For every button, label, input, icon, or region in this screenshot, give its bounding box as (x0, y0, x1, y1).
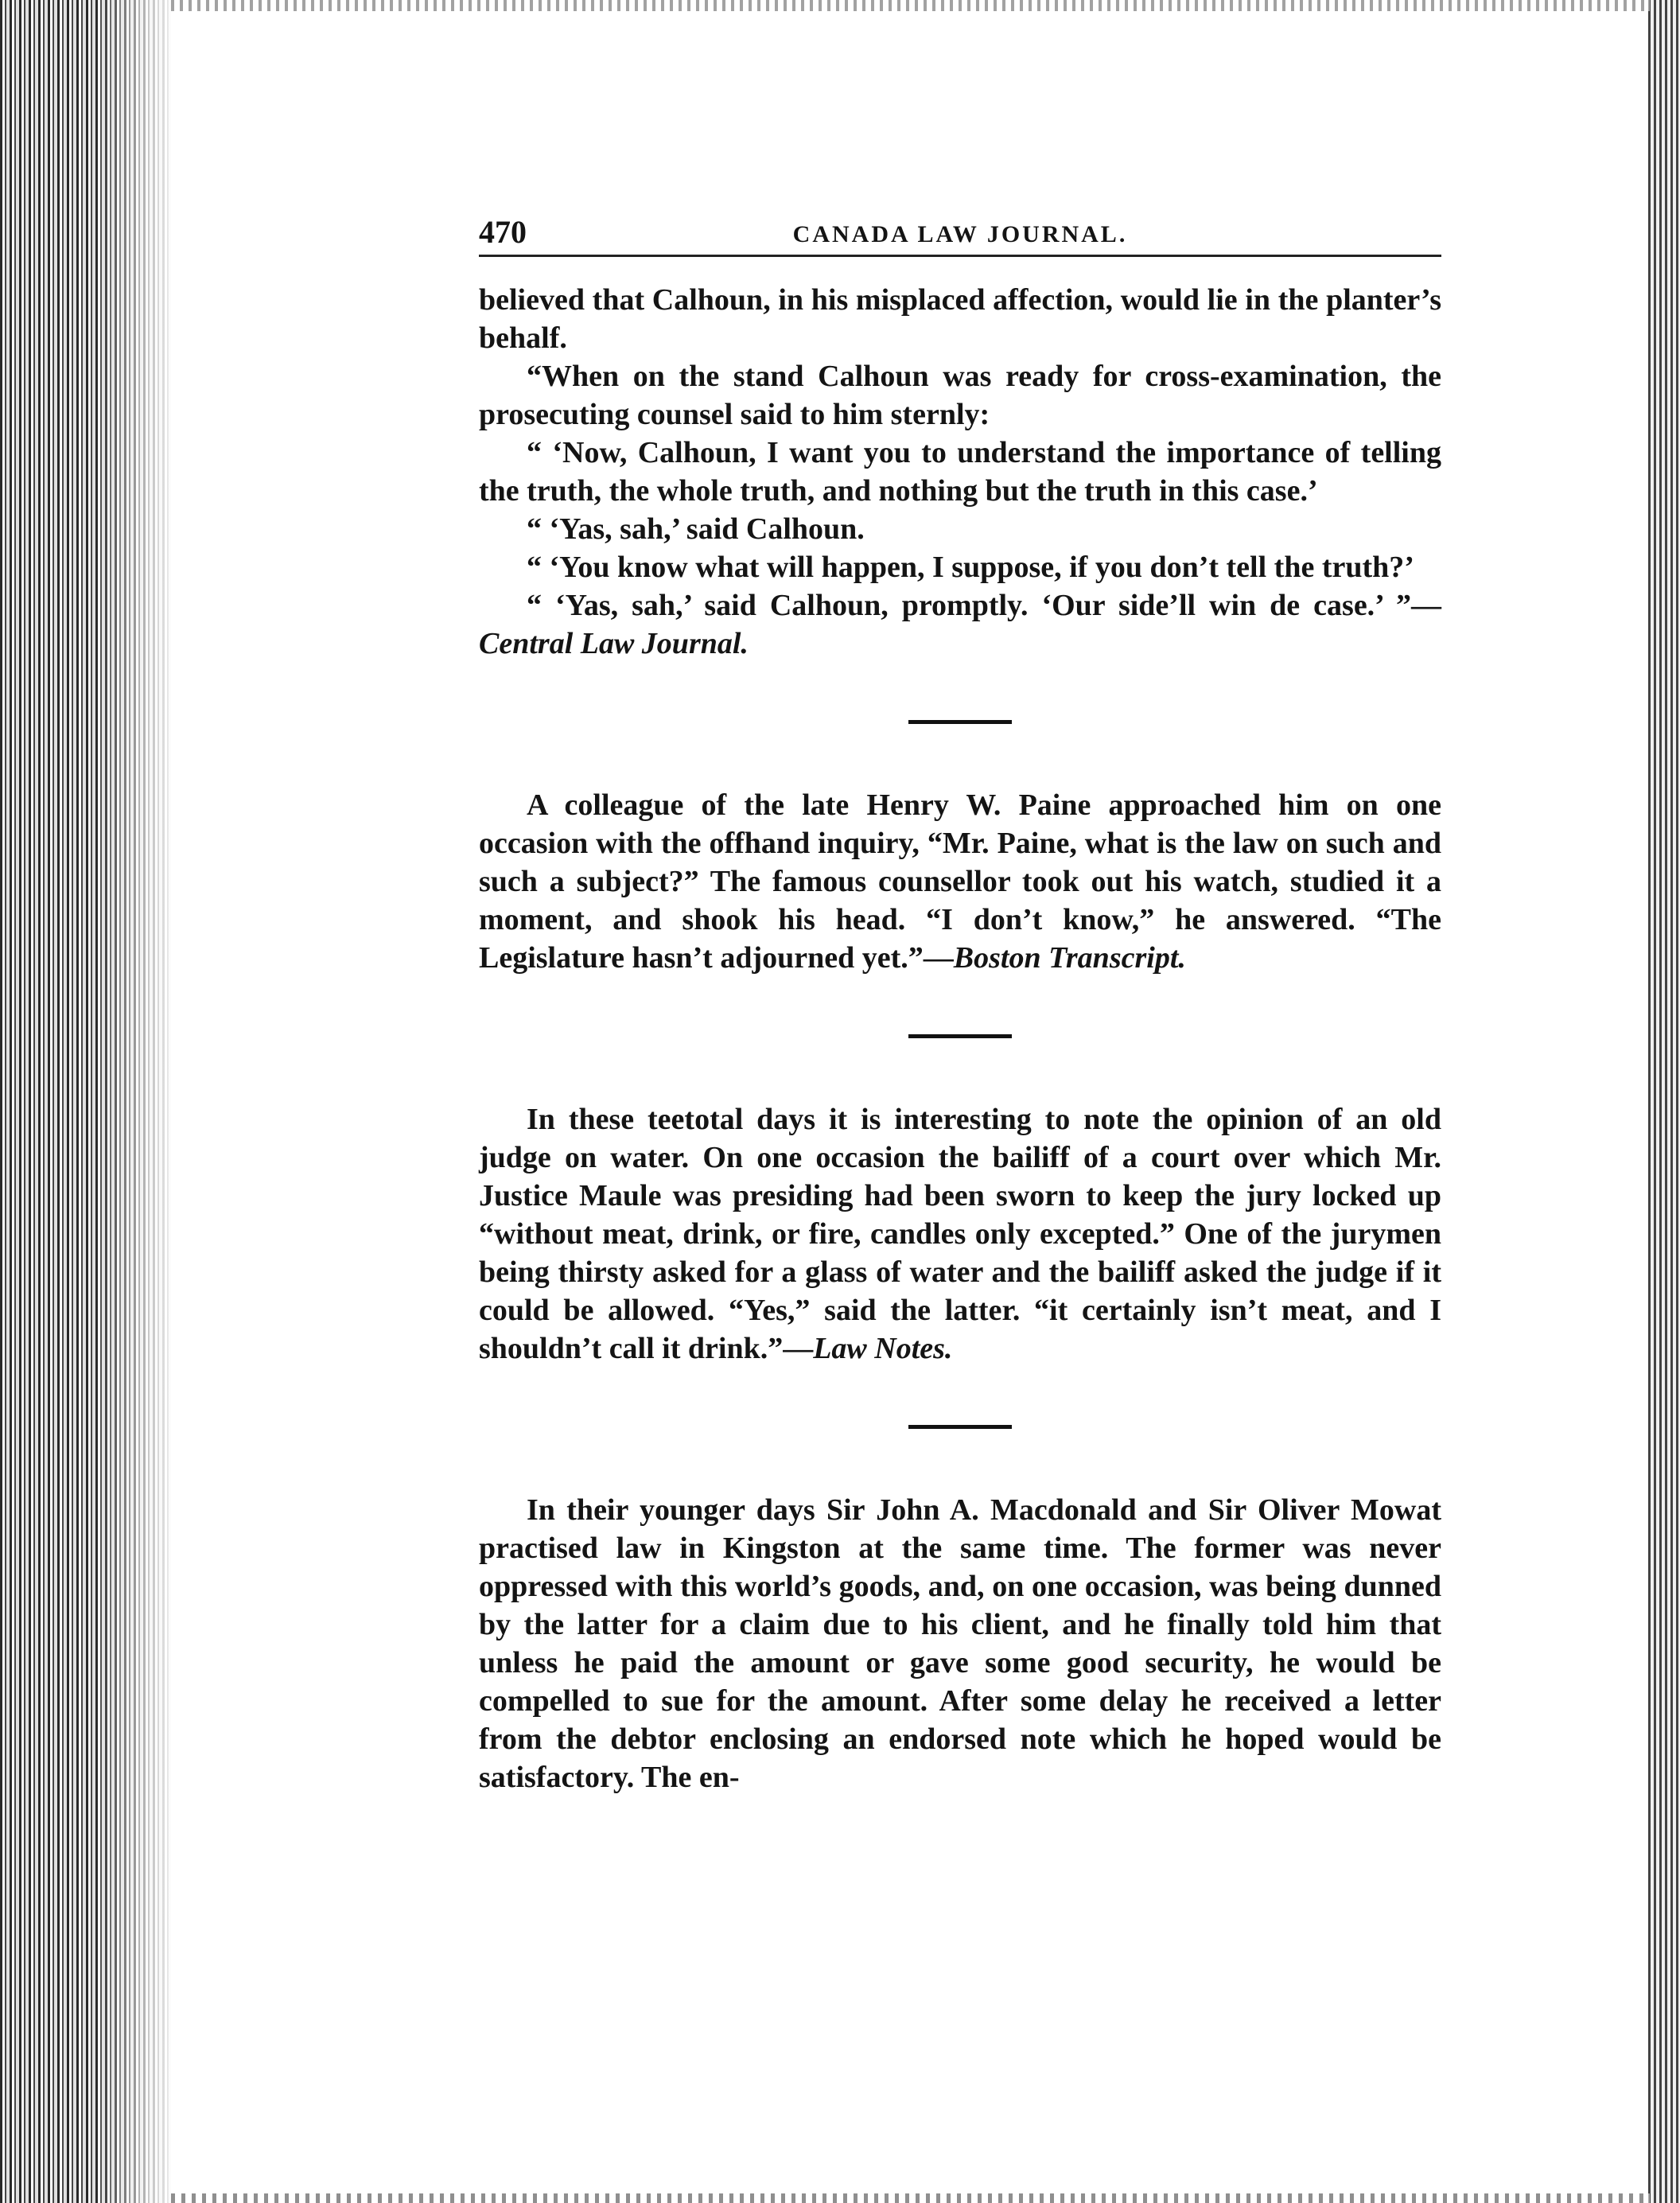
scan-noise-top (171, 0, 1651, 11)
scan-shadow-right (1648, 0, 1680, 2203)
anecdote-calhoun (479, 281, 1441, 663)
scan-shadow-left-fade (95, 0, 183, 2203)
scan-noise-bottom (171, 2193, 1651, 2203)
running-title: CANADA LAW JOURNAL. (792, 221, 1128, 247)
anecdote-paine (479, 786, 1441, 977)
page-header (479, 199, 1441, 257)
paragraph-with-source (479, 786, 1441, 977)
paragraph-with-source (479, 586, 1441, 663)
paragraph: believed that Calhoun, in his misplaced affection, would lie in the planter’s behalf. (479, 283, 1441, 355)
paragraph: “ ‘You know what will happen, I suppose, if you don’t tell the truth?’ (527, 551, 1414, 584)
source-citation: Law Notes. (813, 1332, 953, 1365)
paragraph: “ ‘Yas, sah,’ said Calhoun. (527, 512, 865, 546)
journal-page (479, 199, 1441, 1796)
paragraph: In their younger days Sir John A. Macdonald and Sir Oliver Mowat practised law in Kingston at the same time. The former was never oppressed with this world’s goods, and, on one occasion, was being dunned by the latter for a claim due to his client, and he finally told him that unless he paid the amount or gave some good security, he would be compelled to sue for the amount. After some delay he received a letter from the debtor enclosing an endorsed note which he hoped would be satisfactory. The en- (479, 1493, 1441, 1794)
section-divider (908, 1425, 1012, 1429)
source-citation: Central Law Journal. (479, 627, 749, 660)
anecdote-macdonald (479, 1491, 1441, 1796)
paragraph: “When on the stand Calhoun was ready for cross-examination, the prosecuting counsel said to him sternly: (479, 360, 1441, 431)
source-citation: Boston Transcript. (953, 941, 1186, 975)
section-divider (908, 720, 1012, 724)
section-divider (908, 1034, 1012, 1038)
anecdote-maule (479, 1100, 1441, 1368)
paragraph-text: In these teetotal days it is interesting to note the opinion of an old judge on water. On one occasion the bailiff of a court over which Mr. Justice Maule was presiding had been sworn to keep the jury locked up “without meat, drink, or fire, candles only excepted.” One of the jurymen being thirsty asked for a glass of water and the bailiff asked the judge if it could be allowed. “Yes,” said the latter. “it certainly isn’t meat, and I shouldn’t call it drink.”— (479, 1103, 1441, 1365)
paragraph-text: “ ‘Yas, sah,’ said Calhoun, promptly. ‘Our side’ll win de case.’ ”— (527, 589, 1441, 622)
paragraph: “ ‘Now, Calhoun, I want you to understand the importance of telling the truth, the whole truth, and nothing but the truth in this case.’ (479, 436, 1441, 508)
page-number: 470 (479, 214, 527, 250)
paragraph-text: A colleague of the late Henry W. Paine approached him on one occasion with the offhand inquiry, “Mr. Paine, what is the law on such and such a subject?” The famous counsellor took out his watch, studied it a moment, and shook his head. “I don’t know,” he answered. “The Legislature hasn’t adjourned yet.”— (479, 788, 1441, 975)
paragraph-with-source (479, 1100, 1441, 1368)
